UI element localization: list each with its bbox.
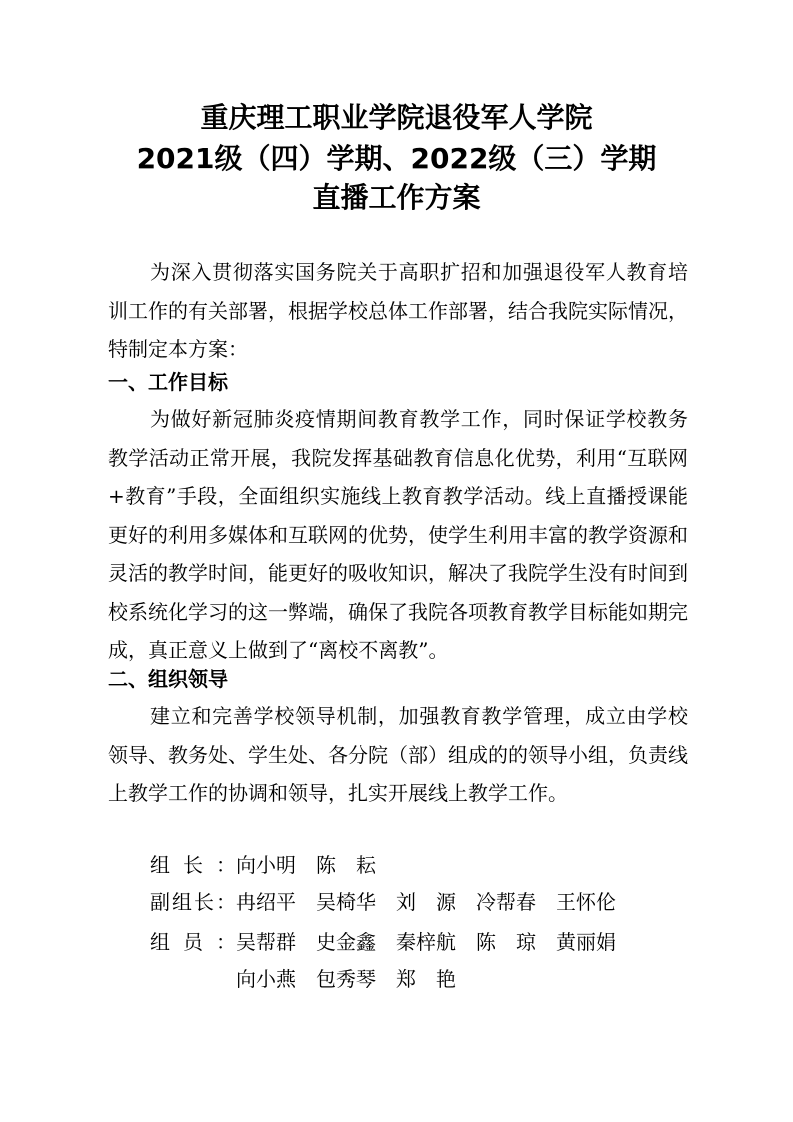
deputy-role-label: 副组长：	[150, 890, 236, 914]
member-row-continued	[150, 964, 476, 994]
member-names-continued	[236, 964, 476, 994]
deputy-name: 王怀伦	[556, 890, 616, 914]
member-role-label: 组员：	[150, 930, 236, 954]
member-name: 吴帮群	[236, 930, 296, 954]
member-names	[236, 927, 636, 957]
leader-row	[150, 850, 396, 880]
deputy-name: 吴椅华	[316, 890, 376, 914]
member-name: 包秀琴	[316, 967, 376, 991]
member-name: 黄丽娟	[556, 930, 616, 954]
deputy-names	[236, 887, 636, 917]
deputy-name: 刘 源	[396, 890, 456, 914]
leader-names	[236, 850, 396, 880]
member-row	[150, 927, 636, 957]
member-name: 秦梓航	[396, 930, 456, 954]
document-title-line-2: 2021级（四）学期、2022级（三）学期	[136, 142, 657, 175]
member-name: 史金鑫	[316, 930, 376, 954]
section-body-leadership: 建立和完善学校领导机制，加强教育教学管理，成立由学校领导、教务处、学生处、各分院（部）组成的的领导小组，负责线上教学工作的协调和领导，扎实开展线上教学工作。	[108, 704, 688, 805]
leader-role-label: 组长：	[150, 853, 236, 877]
document-title-line-1: 重庆理工职业学院退役军人学院	[200, 101, 593, 134]
intro-paragraph: 为深入贯彻落实国务院关于高职扩招和加强退役军人教育培训工作的有关部署，根据学校总体工作部署，结合我院实际情况，特制定本方案：	[108, 260, 688, 361]
deputy-name: 冉绍平	[236, 890, 296, 914]
member-name: 郑 艳	[396, 967, 456, 991]
section-heading-leadership: 二、组织领导	[108, 667, 228, 691]
leader-name: 向小明	[236, 853, 296, 877]
leader-name: 陈 耘	[316, 853, 376, 877]
section-heading-goals: 一、工作目标	[108, 370, 228, 394]
document-title-line-3: 直播工作方案	[312, 181, 481, 214]
deputy-row	[150, 887, 636, 917]
member-name: 陈 琼	[476, 930, 536, 954]
deputy-name: 冷帮春	[476, 890, 536, 914]
section-body-goals: 为做好新冠肺炎疫情期间教育教学工作，同时保证学校教务教学活动正常开展，我院发挥基础教育信息化优势，利用“互联网+教育”手段，全面组织实施线上教育教学活动。线上直播授课能更好的利用多媒体和互联网的优势，使学生利用丰富的教学资源和灵活的教学时间，能更好的吸收知识，解决了我院学生没有时间到校系统化学习的这一弊端，确保了我院各项教育教学目标能如期完成，真正意义上做到了“离校不离教”。	[108, 407, 688, 662]
member-name: 向小燕	[236, 967, 296, 991]
